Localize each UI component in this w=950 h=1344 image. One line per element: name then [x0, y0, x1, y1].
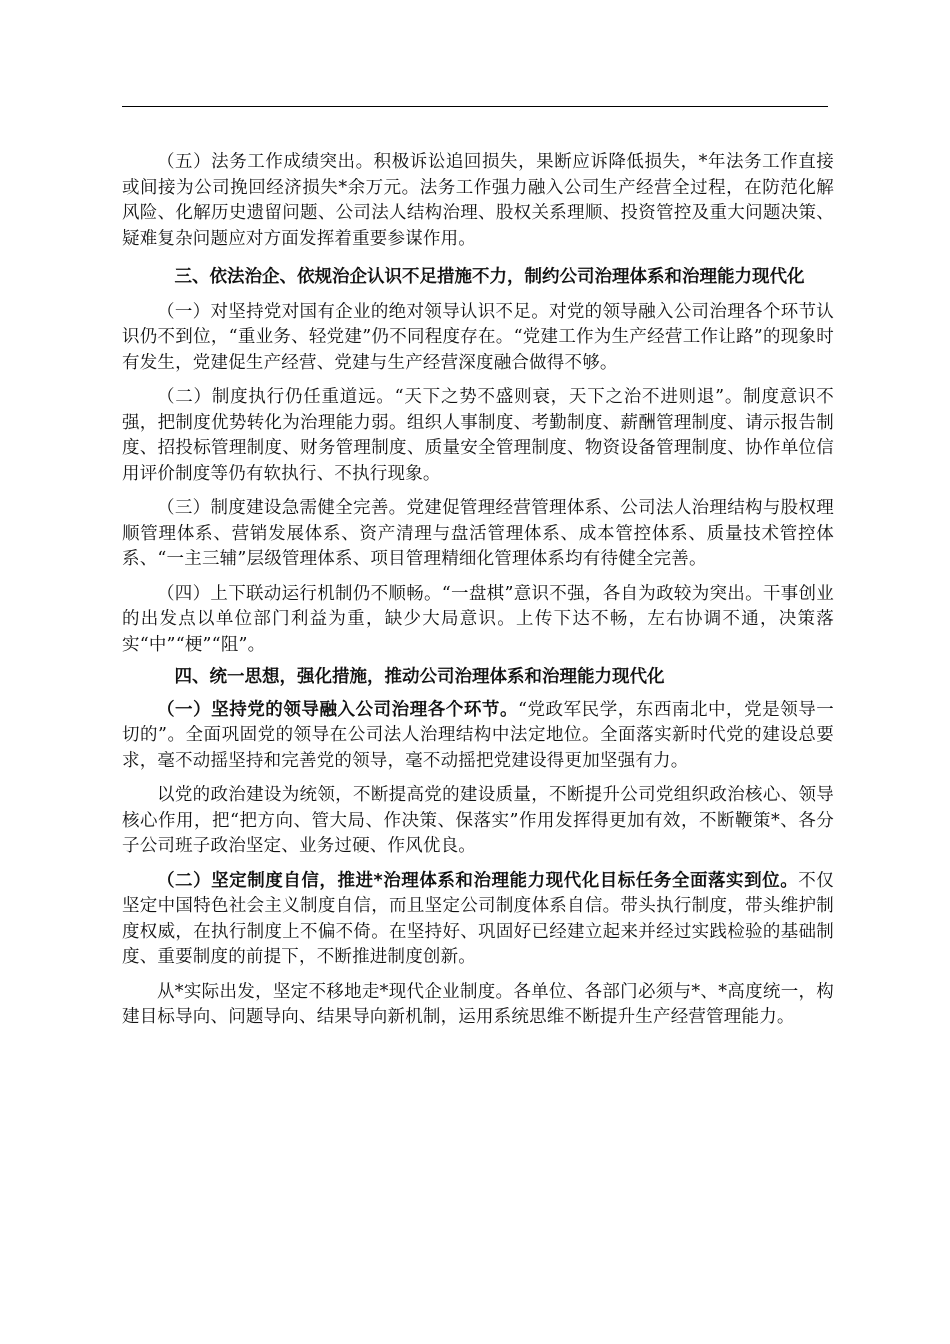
header-rule [122, 106, 828, 107]
document-body [122, 150, 834, 1031]
paragraph-lead-text: （一）坚持党的领导融入公司治理各个环节。 [157, 699, 519, 720]
paragraph-linkage-mechanism: （四）上下联动运行机制仍不顺畅。“一盘棋”意识不强，各自为政较为突出。干事创业的出发点以单位部门利益为重，缺少大局意识。上传下达不畅，左右协调不通，决策落实“中”“梗”“阻”。 [122, 583, 834, 655]
paragraph-system-execution: （二）制度执行仍任重道远。“天下之势不盛则衰，天下之治不进则退”。制度意识不强，把制度优势转化为治理能力弱。组织人事制度、考勤制度、薪酬管理制度、请示报告制度、招投标管理制度、财务管理制度、质量安全管理制度、物资设备管理制度、协作单位信用评价制度等仍有软执行、不执行现象。 [122, 387, 834, 484]
paragraph-legal-affairs: （五）法务工作成绩突出。积极诉讼追回损失，果断应诉降低损失，*年法务工作直接或间接为公司挽回经济损失*余万元。法务工作强力融入公司生产经营全过程，在防范化解风险、化解历史遗留问题、公司法人结构治理、股权关系理顺、投资管控及重大问题决策、疑难复杂问题应对方面发挥着重要参谋作用。 [122, 152, 834, 249]
paragraph-body-text: “党政军民学，东西南北中，党是领导一切的”。全面巩固党的领导在公司法人治理结构中法定地位。全面落实新时代党的建设总要求，毫不动摇坚持和完善党的领导，毫不动摇把党建设得更加坚强有力。 [122, 699, 835, 771]
paragraph-political-construction: 以党的政治建设为统领，不断提高党的建设质量，不断提升公司党组织政治核心、领导核心作用，把“把方向、管大局、作决策、保落实”作用发挥得更加有效，不断鞭策*、各分子公司班子政治坚定、业务过硬、作风优良。 [122, 785, 834, 856]
paragraph-body-text: 不仅坚定中国特色社会主义制度自信，而且坚定公司制度体系自信。带头执行制度，带头维护制度权威，在执行制度上不偏不倚。在坚持好、巩固好已经建立起来并经过实践检验的基础制度、重要制度的前提下，不断推进制度创新。 [122, 870, 834, 967]
paragraph-system-construction: （三）制度建设急需健全完善。党建促管理经营管理体系、公司法人治理结构与股权理顺管理体系、营销发展体系、资产清理与盘活管理体系、成本管控体系、质量技术管控体系、“一主三辅”层级管理体系、项目管理精细化管理体系均有待健全完善。 [122, 498, 834, 569]
paragraph-lead-text: （二）坚定制度自信，推进*治理体系和治理能力现代化目标任务全面落实到位。 [157, 870, 799, 891]
paragraph-system-confidence [122, 869, 834, 971]
paragraph-modern-enterprise: 从*实际出发，坚定不移地走*现代企业制度。各单位、各部门必须与*、*高度统一，构建目标导向、问题导向、结果导向新机制，运用系统思维不断提升生产经营管理能力。 [122, 981, 834, 1027]
paragraph-party-leadership-integration [122, 698, 834, 775]
section-heading-three: 三、依法治企、依规治企认识不足措施不力，制约公司治理体系和治理能力现代化 [174, 267, 805, 287]
paragraph-party-leadership-awareness: （一）对坚持党对国有企业的绝对领导认识不足。对党的领导融入公司治理各个环节认识仍不到位，“重业务、轻党建”仍不同程度存在。“党建工作为生产经营工作让路”的现象时有发生，党建促生产经营、党建与生产经营深度融合做得不够。 [122, 301, 834, 373]
section-heading-four: 四、统一思想，强化措施，推动公司治理体系和治理能力现代化 [174, 667, 665, 687]
